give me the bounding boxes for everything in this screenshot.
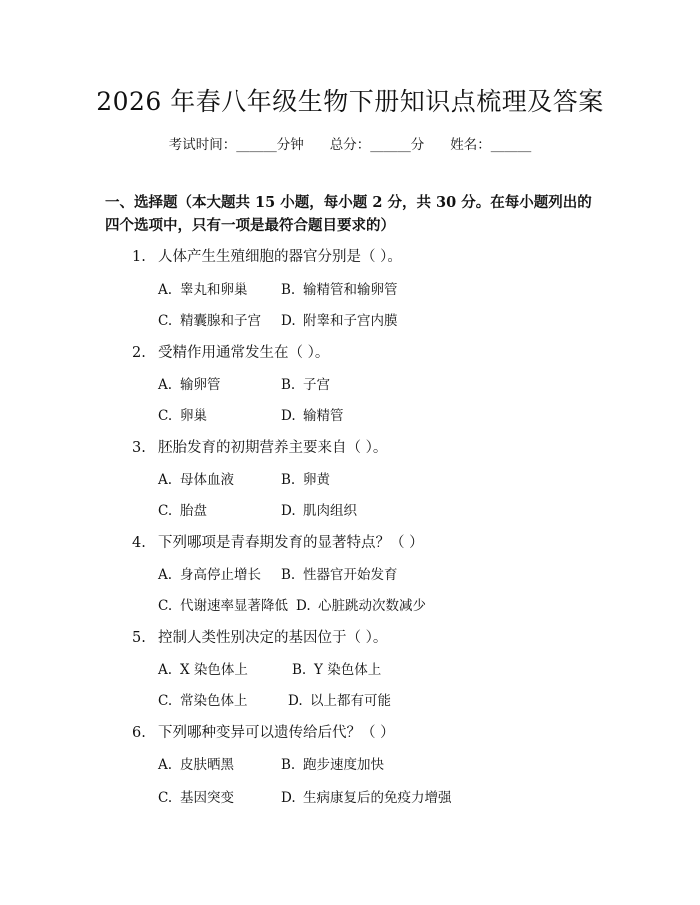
option-b[interactable]: B. 性器官开始发育	[281, 567, 398, 583]
question-stem: 人体产生生殖细胞的器官分别是（ ）。	[158, 249, 402, 265]
question-number: 2.	[132, 345, 146, 361]
question-number: 3.	[132, 440, 146, 456]
question-number: 6.	[132, 725, 146, 741]
option-d[interactable]: D. 生病康复后的免疫力增强	[281, 790, 452, 806]
option-a[interactable]: A. 身高停止增长	[158, 567, 261, 583]
option-b[interactable]: B. 跑步速度加快	[281, 757, 384, 773]
option-a[interactable]: A. 输卵管	[158, 377, 221, 393]
student-name-field: 姓名：______	[450, 137, 532, 153]
total-score-field: 总分：______分	[329, 137, 425, 153]
option-c[interactable]: C. 胎盘	[158, 503, 207, 519]
option-d[interactable]: D. 输精管	[281, 408, 344, 424]
question-stem: 控制人类性别决定的基因位于（ ）。	[158, 630, 388, 646]
option-b[interactable]: B. Y 染色体上	[292, 662, 382, 678]
option-d[interactable]: D. 附睾和子宫内膜	[281, 313, 398, 329]
option-d[interactable]: D. 肌肉组织	[281, 503, 357, 519]
question-4	[132, 531, 424, 552]
option-c[interactable]: C. 常染色体上	[158, 693, 248, 709]
option-a[interactable]: A. X 染色体上	[158, 662, 248, 678]
question-stem: 下列哪种变异可以遗传给后代？（ ）	[158, 725, 395, 741]
option-a[interactable]: A. 睾丸和卵巢	[158, 282, 248, 298]
exam-meta	[0, 133, 700, 153]
section-heading: 一、选择题（本大题共 15 小题，每小题 2 分，共 30 分。在每小题列出的四个选项中，只有一项是最符合题目要求的）	[105, 194, 592, 234]
question-5	[132, 626, 387, 647]
page-title: 2026 年春八年级生物下册知识点梳理及答案	[96, 87, 604, 116]
question-stem: 受精作用通常发生在（ ）。	[158, 345, 330, 361]
question-6	[132, 721, 395, 742]
question-1	[132, 245, 402, 266]
question-stem: 胚胎发育的初期营养主要来自（ ）。	[158, 440, 388, 456]
option-c[interactable]: C. 代谢速率显著降低	[158, 598, 288, 614]
question-number: 1.	[132, 249, 146, 265]
question-stem: 下列哪项是青春期发育的显著特点？（ ）	[158, 535, 424, 551]
question-3	[132, 436, 387, 457]
option-a[interactable]: A. 母体血液	[158, 472, 234, 488]
question-number: 5.	[132, 630, 146, 646]
option-c[interactable]: C. 精囊腺和子宫	[158, 313, 261, 329]
question-number: 4.	[132, 535, 146, 551]
option-c[interactable]: C. 卵巢	[158, 408, 207, 424]
question-2	[132, 341, 329, 362]
option-a[interactable]: A. 皮肤晒黑	[158, 757, 234, 773]
option-b[interactable]: B. 子宫	[281, 377, 330, 393]
option-d[interactable]: D. 心脏跳动次数减少	[296, 598, 426, 614]
option-b[interactable]: B. 输精管和输卵管	[281, 282, 398, 298]
option-b[interactable]: B. 卵黄	[281, 472, 330, 488]
option-c[interactable]: C. 基因突变	[158, 790, 234, 806]
option-d[interactable]: D. 以上都有可能	[288, 693, 391, 709]
exam-time-field: 考试时间：______分钟	[168, 137, 304, 153]
